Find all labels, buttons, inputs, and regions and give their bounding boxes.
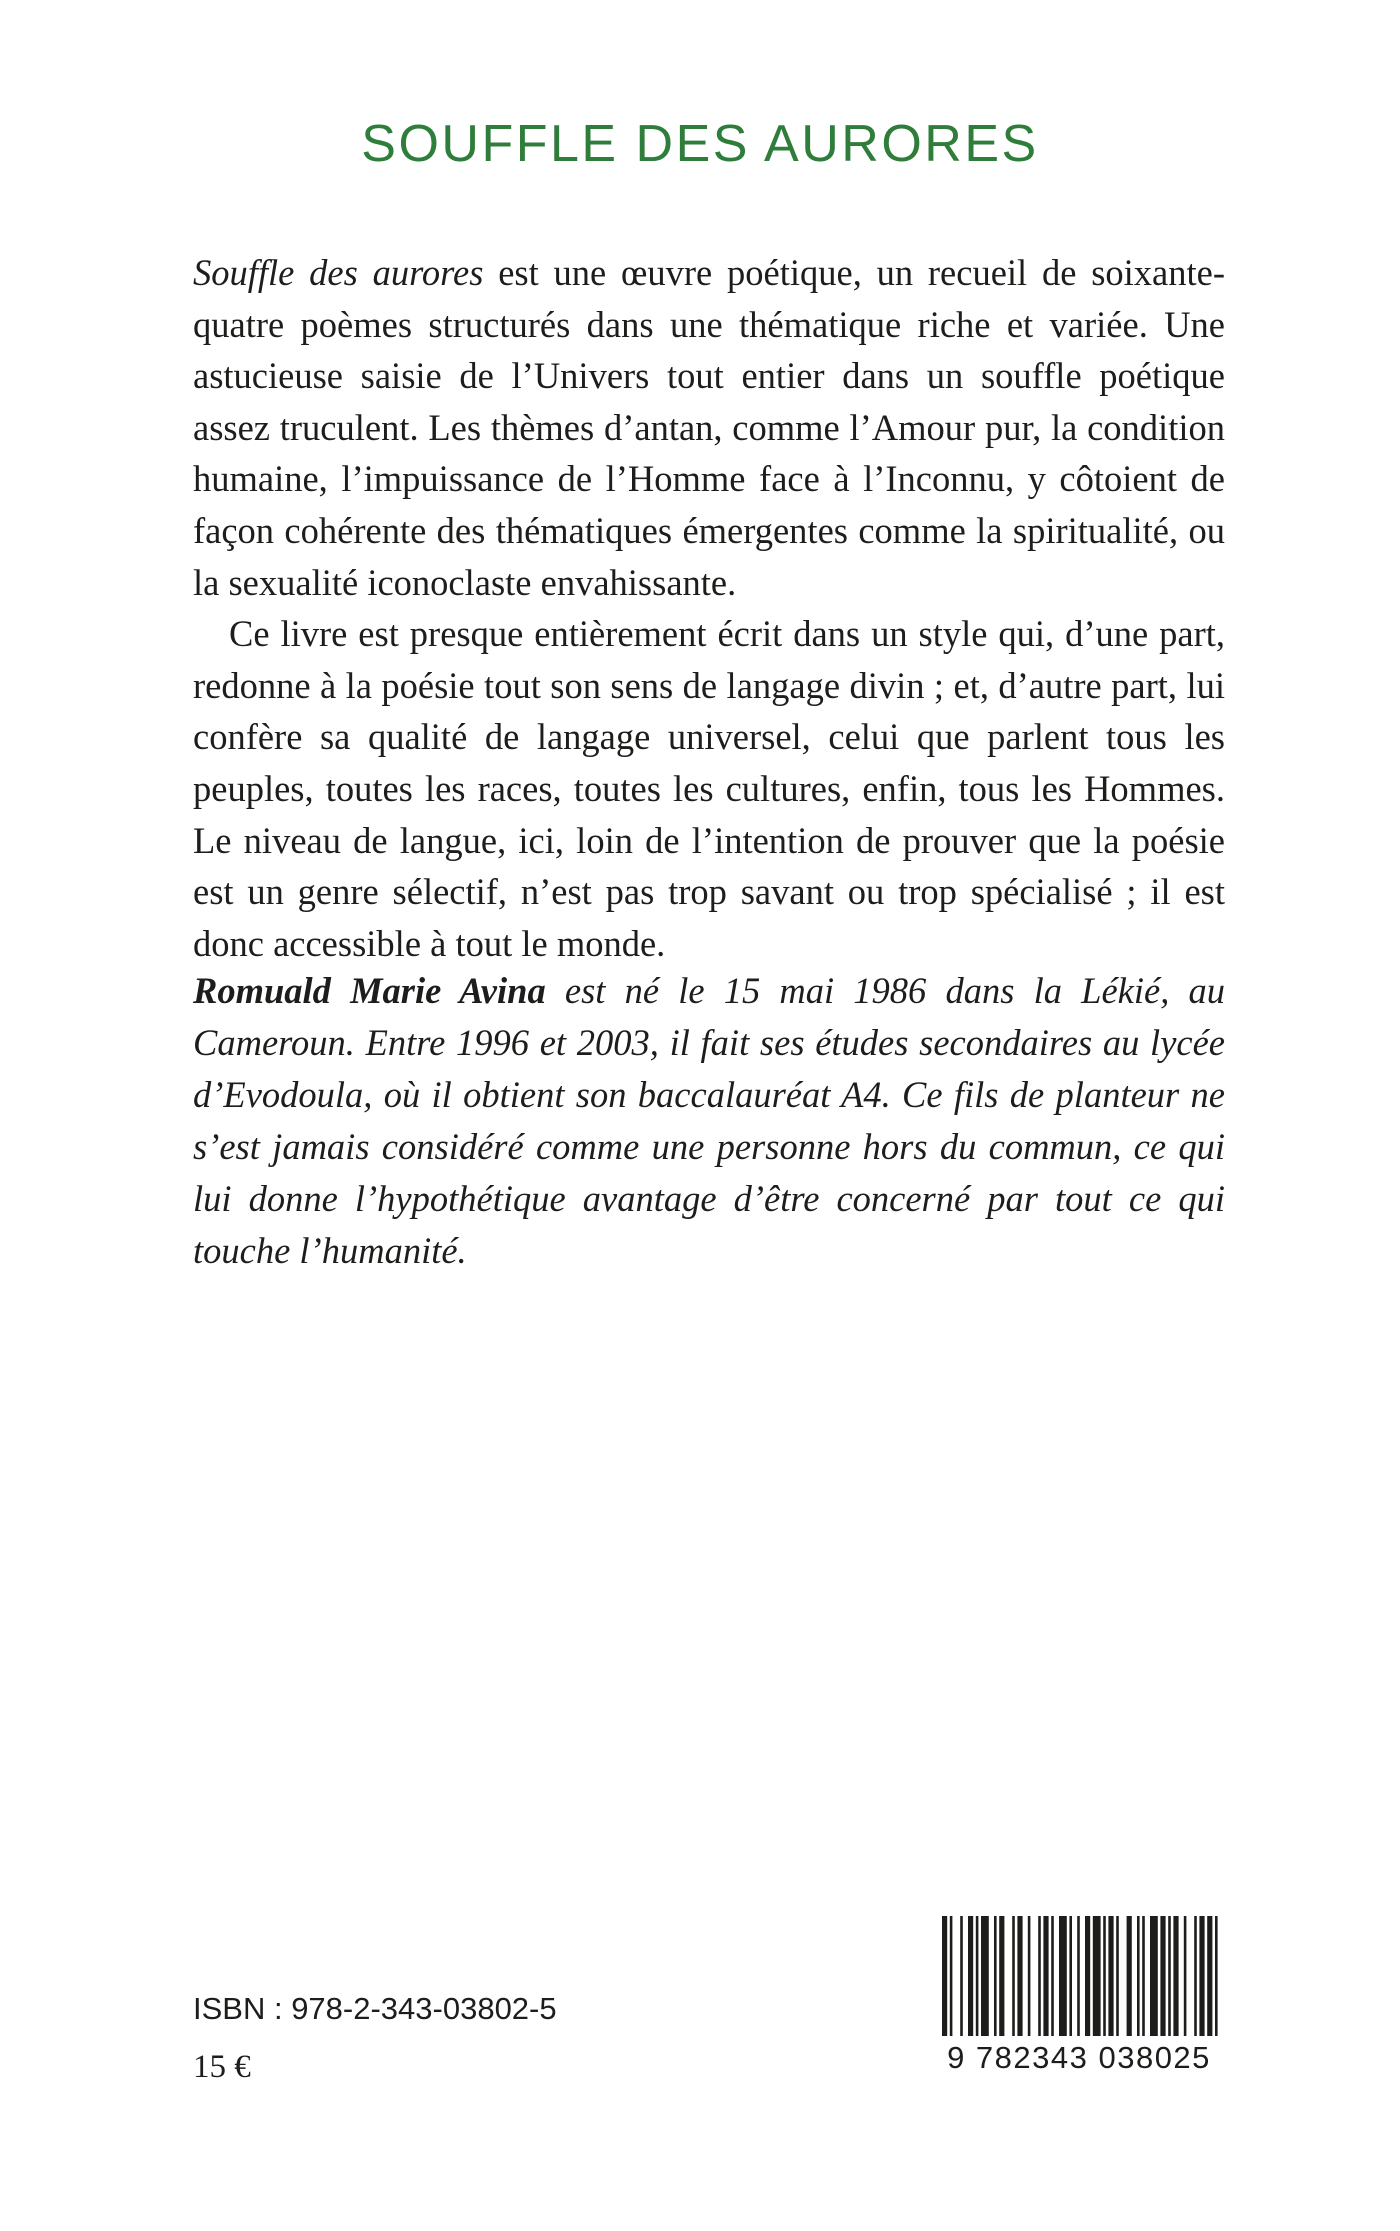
price: 15 € bbox=[193, 2049, 251, 2085]
barcode-bars-icon bbox=[936, 1916, 1222, 2036]
author-bio-paragraph bbox=[193, 965, 1225, 1277]
author-name: Romuald Marie Avina bbox=[193, 970, 546, 1011]
book-title: SOUFFLE DES AURORES bbox=[361, 115, 1039, 173]
summary-paragraph-1 bbox=[193, 247, 1225, 608]
barcode-number: 9 782343 038025 bbox=[947, 2040, 1211, 2075]
book-summary bbox=[193, 247, 1225, 969]
summary-paragraph-1-text: est une œuvre poétique, un recueil de soixante-quatre poèmes structurés dans une thématique riche et variée. Une astucieuse saisie de l’Univers tout entier dans un souffle poétique assez truculent. Les thèmes d’antan, comme l’Amour pur, la condition humaine, l’impuissance de l’Homme face à l’Inconnu, y côtoient de façon cohérente des thématiques émergentes comme la spiritualité, ou la sexualité iconoclaste envahissante. bbox=[193, 252, 1225, 603]
summary-book-title: Souffle des aurores bbox=[193, 252, 484, 293]
author-bio-text: est né le 15 mai 1986 dans la Lékié, au Cameroun. Entre 1996 et 2003, il fait ses études secondaires au lycée d’Evodoula, où il obtient son baccalauréat A4. Ce fils de planteur ne s’est jamais considéré comme une personne hors du commun, ce qui lui donne l’hypothétique avantage d’être concerné par tout ce qui touche l’humanité. bbox=[193, 970, 1225, 1271]
author-bio bbox=[193, 965, 1225, 1277]
isbn: ISBN : 978-2-343-03802-5 bbox=[193, 1991, 557, 2026]
summary-paragraph-2: Ce livre est presque entièrement écrit dans un style qui, d’une part, redonne à la poésie tout son sens de langage divin ; et, d’autre part, lui confère sa qualité de langage universel, celui que parlent tous les peuples, toutes les races, toutes les cultures, enfin, tous les Hommes. Le niveau de langue, ici, loin de l’intention de prouver que la poésie est un genre sélectif, n’est pas trop savant ou trop spécialisé ; il est donc accessible à tout le monde. bbox=[193, 613, 1225, 964]
